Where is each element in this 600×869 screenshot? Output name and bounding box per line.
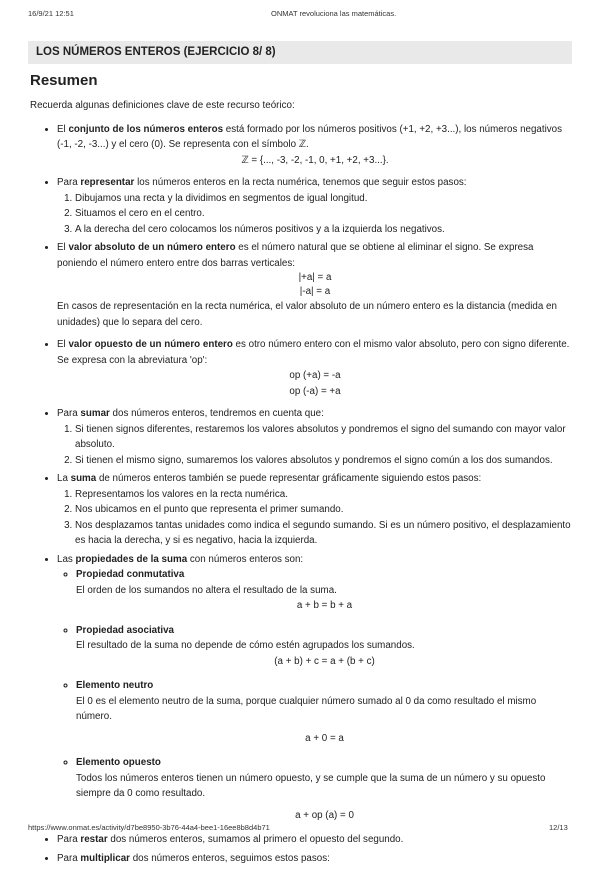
formula: op (-a) = +a [289,385,341,397]
page-url: https://www.onmat.es/activity/d7be8950-3b76-44a4-bee1-16ee8b8d4b71 [28,823,270,832]
property-item [76,623,573,670]
property-name: ◦ Elemento opuesto [76,757,161,768]
highlight-term: propiedades de la suma [75,553,188,565]
intro-text: Recuerda algunas definiciones clave de este recurso teórico: [30,100,295,111]
property-text: Todos los números enteros tienen un número opuesto, y se cumple que la suma de un número y su opuesto siempre da 0 como resultado. [76,772,546,799]
step-item: 3. Nos desplazamos tantas unidades como indica el segundo sumando. Si es un número positivo, el desplazamiento es hacia la derecha, y si es negativo, hacia la izquierda. [75,518,573,549]
property-text: El orden de los sumandos no altera el resultado de la suma. [76,584,337,596]
formula: (a + b) + c = a + (b + c) [274,655,375,667]
list-item-graphic-sum: • La suma de números enteros también se puede representar gráficamente siguiendo estos pasos: 1. Representamos los valores en la recta numérica. 2. Nos ubicamos en el punto que representa el primer sumando. 3. Nos desplazamos tantas unidades como indica el segundo sumando. Si es un número positivo, el desplazamiento es hacia la derecha, y si es negativo, hacia la izquierda. [57,471,573,549]
exercise-title-bar [28,41,572,64]
list-item-sum-properties: • Las propiedades de la suma con números enteros son: ◦ Propiedad conmutativa El orden de los sumandos no altera el resultado de la suma. a + b = b + a ◦ Propiedad asociativa El resultado de la suma no depende de cómo estén agrupados los sumandos. (a + b) + c = a + (b + c) ◦ Elemento neutro El 0 es el elemento neutro de la suma, porque cualquier número sumado al 0 da como resultado el mismo número. a + 0 = a ◦ Elemento opuesto Todos los números enteros tienen un número opuesto, y se cumple que la suma de un número y su opuesto siempre da 0 como resultado. a + op (a) = 0 [57,552,573,824]
property-name: ◦ Propiedad conmutativa [76,569,185,580]
list-item-integers-set: • El conjunto de los números enteros está formado por los números positivos (+1, +2, +3...), los números negativos (-1, -2, -3...) y el cero (0). Se representa con el símbolo ℤ. ℤ = {..., -3, -2, -1, 0, +1, +2, +3...}. [57,122,573,169]
step-item: 1. Dibujamos una recta y la dividimos en segmentos de igual longitud. [75,191,573,207]
step-item: 2. Nos ubicamos en el punto que representa el primer sumando. [75,502,573,518]
rule-item: 2. Si tienen el mismo signo, sumaremos los valores absolutos y pondremos el signo común a los dos sumandos. [75,453,573,469]
page-number: 12/13 [549,823,568,832]
formula: |+a| = a [298,272,332,283]
steps-list [57,487,573,549]
formula: a + op (a) = 0 [295,809,354,821]
formula: ℤ = {..., -3, -2, -1, 0, +1, +2, +3...}. [241,154,389,166]
section-heading: Resumen [30,72,98,89]
property-text: El 0 es el elemento neutro de la suma, porque cualquier número sumado al 0 da como resultado el mismo número. [76,695,537,722]
summary-content [30,98,573,869]
highlight-term: valor absoluto de un número entero [68,242,236,253]
highlight-term: sumar [80,408,110,419]
list-item-absolute-value: • El valor absoluto de un número entero es el número natural que se obtiene al eliminar el signo. Se expresa poniendo el número entero entre dos barras verticales: |+a| = a |-a| = a En casos de representación en la recta numérica, el valor absoluto de un número entero es la distancia (medida en unidades) que lo separa del cero. [57,240,573,330]
step-item: 3. A la derecha del cero colocamos los números positivos y a la izquierda los negativos. [75,222,573,238]
rule-item: 1. Si tienen signos diferentes, restaremos los valores absolutos y pondremos el signo del sumando con mayor valor absoluto. [75,422,573,453]
formula: a + 0 = a [305,732,344,744]
definitions-list [30,122,573,867]
formula: |-a| = a [299,286,331,297]
properties-list [57,567,573,823]
list-item-multiplication: • Para multiplicar dos números enteros, seguimos estos pasos: [57,851,573,867]
highlight-term: valor opuesto de un número entero [68,339,233,350]
highlight-term: suma [70,473,97,484]
list-item-opposite-value: • El valor opuesto de un número entero es otro número entero con el mismo valor absoluto, pero con signo diferente. Se expresa con la abreviatura 'op': op (+a) = -a op (-a) = +a [57,337,573,399]
property-text: El resultado de la suma no depende de cómo estén agrupados los sumandos. [76,640,415,651]
property-item [76,567,573,614]
print-date: 16/9/21 12:51 [28,9,74,18]
rules-list [57,422,573,469]
steps-list [57,191,573,238]
property-name: ◦ Propiedad asociativa [76,624,175,636]
highlight-term: multiplicar [80,852,130,864]
note-text: En casos de representación en la recta numérica, el valor absoluto de un número entero es la distancia (medida en unidades) que lo separa del cero. [57,301,557,328]
list-item-addition: • Para sumar dos números enteros, tendremos en cuenta que: 1. Si tienen signos diferentes, restaremos los valores absolutos y pondremos el signo del sumando con mayor valor absoluto. 2. Si tienen el mismo signo, sumaremos los valores absolutos y pondremos el signo común a los dos sumandos. [57,406,573,468]
formula: a + b = b + a [296,600,353,611]
site-tagline: ONMAT revoluciona las matemáticas. [271,9,397,18]
highlight-term: representar [80,177,135,188]
step-item: 1. Representamos los valores en la recta numérica. [75,487,573,503]
step-item: 2. Situamos el cero en el centro. [75,206,573,222]
property-item [76,678,573,746]
exercise-title: LOS NÚMEROS ENTEROS (EJERCICIO 8/ 8) [36,46,276,58]
property-name: ◦ Elemento neutro [76,680,154,691]
list-item-represent: • Para representar los números enteros en la recta numérica, tenemos que seguir estos pasos: 1. Dibujamos una recta y la dividimos en segmentos de igual longitud. 2. Situamos el cero en el centro. 3. A la derecha del cero colocamos los números positivos y a la izquierda los negativos. [57,175,573,237]
highlight-term: conjunto de los números enteros [68,123,224,135]
property-item [76,755,573,823]
highlight-term: restar [80,834,108,845]
formula: op (+a) = -a [289,370,341,381]
list-item-subtraction: • Para restar dos números enteros, sumamos al primero el opuesto del segundo. [57,832,573,848]
